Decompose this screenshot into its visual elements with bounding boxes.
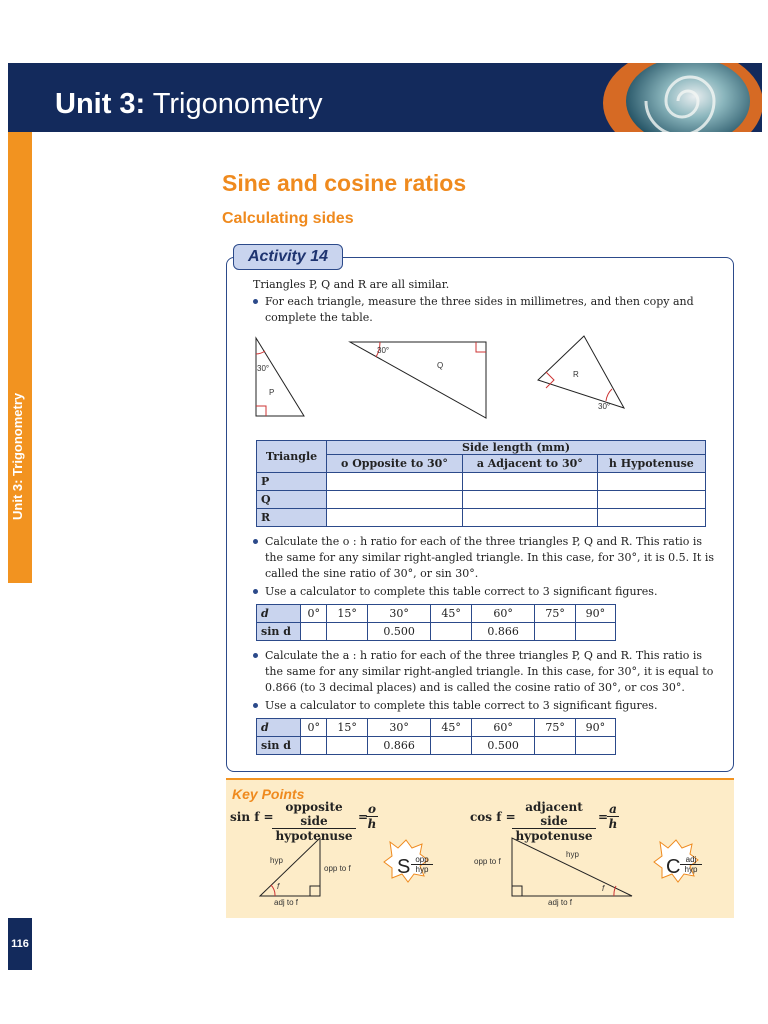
- cos-formula-lhs: cos f =: [470, 810, 516, 824]
- sin-table: d 0° 15° 30° 45° 60° 75° 90° sin d 0.500 0.866: [256, 604, 616, 641]
- sin-adj-label: adj to f: [274, 898, 299, 907]
- sin-hyp-label: hyp: [270, 856, 283, 865]
- cos-adj-label: adj to f: [548, 898, 573, 907]
- activity-intro: Triangles P, Q and R are all similar.: [253, 278, 450, 291]
- activity-label: Activity 14: [233, 244, 343, 270]
- sin-fraction: opposite side hypotenuse: [272, 800, 356, 843]
- triangles-diagram: [250, 334, 650, 420]
- activity-step-4: Calculate the a : h ratio for each of the three triangles P, Q and R. This ratio is the same for any similar right-angled triangle. In this case, for 30°, it is equal to 0.866 (to 3 decimal places) and is called the cosine ratio of 30°, or cos 30°.: [265, 649, 714, 694]
- cos-hyp-label: hyp: [566, 850, 579, 859]
- unit-title: [55, 88, 323, 121]
- cos-opp-label: opp to f: [474, 857, 501, 866]
- activity-step-1: For each triangle, measure the three sides in millimetres, and then copy and complete the table.: [265, 295, 694, 324]
- cos-fraction: adjacent side hypotenuse: [512, 800, 596, 843]
- page-number: 116: [11, 938, 29, 950]
- triangle-q: [350, 342, 486, 418]
- col-adjacent: a Adjacent to 30°: [462, 455, 597, 473]
- unit-name: Trigonometry: [152, 88, 323, 120]
- bullet-dot: [252, 534, 261, 543]
- sin-short-fraction: $\frac{o}{h}$: [367, 802, 377, 831]
- p-angle-label: 30°: [257, 364, 270, 373]
- table-row: R: [257, 509, 706, 527]
- col-hypotenuse: h Hypotenuse: [597, 455, 705, 473]
- bullet-dot: [252, 648, 261, 657]
- bullet-dot: [252, 698, 261, 707]
- s-badge-fraction: opp hyp: [411, 855, 433, 874]
- q-angle-label: 30°: [377, 346, 390, 355]
- cos-triangle: [512, 838, 632, 896]
- shell-image: [568, 63, 762, 132]
- activity-step-3: Use a calculator to complete this table correct to 3 significant figures.: [265, 585, 658, 598]
- section-title: Sine and cosine ratios: [222, 170, 467, 196]
- c-badge-fraction: adj hyp: [680, 855, 702, 874]
- sin-angle-label: f: [277, 882, 280, 891]
- s-badge-letter: S: [397, 856, 411, 878]
- q-label: Q: [437, 361, 444, 370]
- r-label: R: [573, 370, 579, 379]
- activity-step-5: Use a calculator to complete this table correct to 3 significant figures.: [265, 699, 658, 712]
- triangle-r: [538, 336, 624, 408]
- table-row: Q: [257, 491, 706, 509]
- cos-table: d 0° 15° 30° 45° 60° 75° 90° sin d 0.866 0.500: [256, 718, 616, 755]
- side-length-table: [256, 440, 706, 527]
- side-unit-label: [10, 500, 25, 520]
- bullet-dot: [252, 294, 261, 303]
- c-badge-letter: C: [666, 856, 681, 878]
- activity-step-2: Calculate the o : h ratio for each of the three triangles P, Q and R. This ratio is the same for any similar right-angled triangle. In this case, for 30°, it is 0.5. It is called the sine ratio of 30°, or sin 30°.: [265, 535, 714, 580]
- key-points-title: Key Points: [232, 786, 305, 802]
- col-opposite: o Opposite to 30°: [327, 455, 463, 473]
- sin-formula-lhs: sin f =: [230, 810, 274, 824]
- sin-opp-label: opp to f: [324, 864, 351, 873]
- section-subtitle: Calculating sides: [222, 210, 354, 227]
- r-angle-label: 30°: [598, 402, 611, 411]
- cos-short-fraction: $\frac{a}{h}$: [608, 802, 618, 831]
- side-length-header: Side length (mm): [327, 441, 706, 455]
- sin-triangle: [260, 838, 320, 896]
- cos-angle-label: f: [602, 884, 605, 893]
- table-row: P: [257, 473, 706, 491]
- key-points-diagrams: [250, 834, 720, 906]
- triangle-p: [256, 338, 304, 416]
- bullet-dot: [252, 584, 261, 593]
- p-label: P: [269, 388, 275, 397]
- col-triangle-header: Triangle: [257, 441, 327, 473]
- unit-label: Unit 3:: [55, 88, 146, 120]
